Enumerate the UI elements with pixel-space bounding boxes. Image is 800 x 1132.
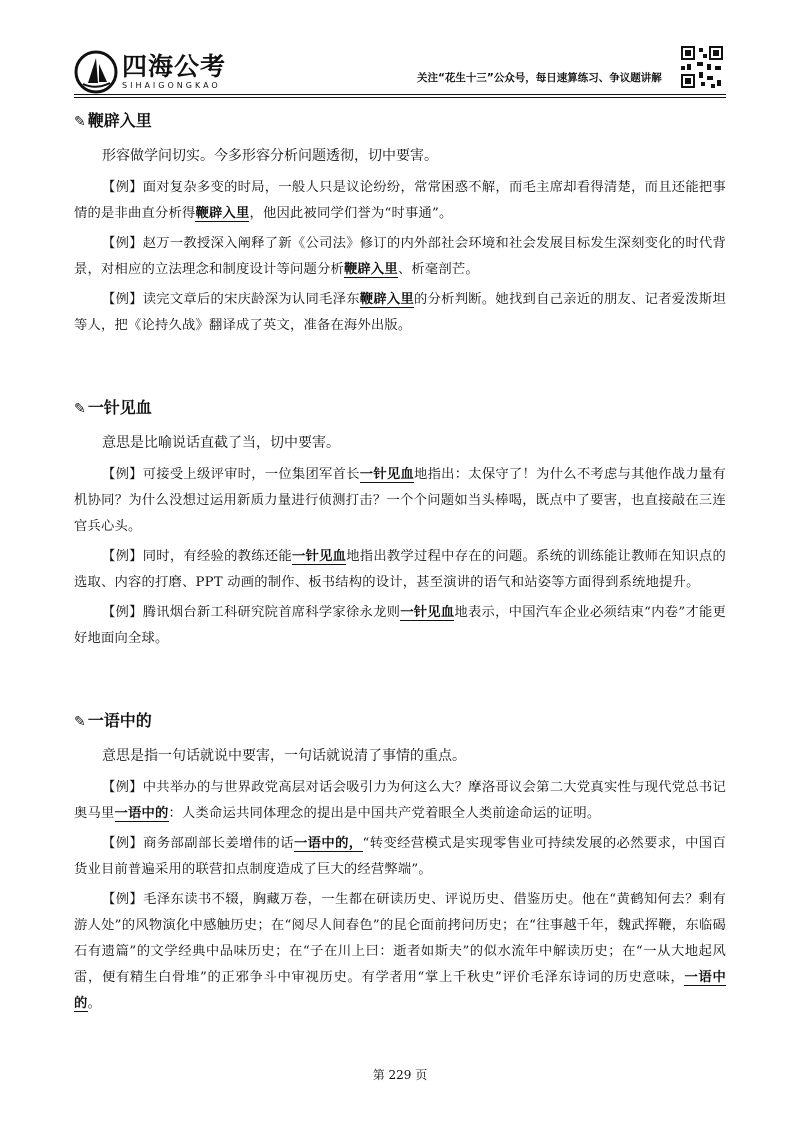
header-rule bbox=[74, 94, 726, 95]
highlighted-term: 一语中的， bbox=[293, 836, 363, 851]
sail-logo-icon bbox=[74, 50, 118, 94]
highlighted-term: 一语中的 bbox=[114, 806, 169, 821]
section-title: ✎ 一针见血 bbox=[74, 398, 152, 417]
highlighted-term: 一针见血 bbox=[359, 467, 415, 482]
example-paragraph: 【例】中共举办的与世界政党高层对话会吸引力为何这么大？摩洛哥议会第二大党真实性与现代党总书记奥马里一语中的：人类命运共同体理念的提出是中国共产党着眼全人类前途命运的证明。 bbox=[74, 780, 726, 821]
highlighted-term: 鞭辟入里 bbox=[195, 206, 250, 221]
example-paragraph: 【例】腾讯烟台新工科研究院首席科学家徐永龙则一针见血地表示，中国汽车企业必须结束“内卷”才能更好地面向全球。 bbox=[74, 605, 726, 646]
highlighted-term: 一针见血 bbox=[291, 549, 347, 564]
example-paragraph: 【例】面对复杂多变的时局，一般人只是议论纷纷，常常困惑不解，而毛主席却看得清楚，而且还能把事情的是非曲直分析得鞭辟入里，他因此被同学们誉为“时事通”。 bbox=[74, 180, 726, 221]
example-paragraph: 【例】同时，有经验的教练还能一针见血地指出教学过程中存在的问题。系统的训练能让教师在知识点的选取、内容的打磨、PPT 动画的制作、板书结构的设计，甚至演讲的语气和站姿等方面得到系统地提升。 bbox=[74, 549, 726, 590]
qr-code-icon[interactable] bbox=[679, 44, 725, 90]
logo-name: 四海公考 bbox=[122, 52, 227, 81]
example-paragraph: 【例】毛泽东读书不辍，胸藏万卷，一生都在研读历史、评说历史、借鉴历史。他在“黄鹤知何去？剩有游人处”的风物演化中感触历史；在“阅尽人间春色”的昆仑面前拷问历史；在“往事越千年，魏武挥鞭，东临碣石有遗篇”的文学经典中品味历史；在“子在川上曰：逝者如斯夫”的似水流年中解读历史；在“一从大地起风雷，便有精生白骨堆”的正邪争斗中审视历史。有学者用“掌上千秋史”评价毛泽东诗词的历史意味，一语中的。 bbox=[74, 892, 726, 1011]
example-paragraph: 【例】读完文章后的宋庆龄深为认同毛泽东鞭辟入里的分析判断。她找到自己亲近的朋友、记者爱泼斯坦等人，把《论持久战》翻译成了英文，准备在海外出版。 bbox=[74, 292, 726, 333]
pen-icon: ✎ bbox=[74, 114, 86, 130]
logo-subtitle: SIHAIGONGKAO bbox=[122, 81, 221, 90]
page-content bbox=[74, 110, 726, 1021]
section-definition: 意思是指一句话就说中要害，一句话就说清了事情的重点。 bbox=[102, 748, 466, 764]
example-paragraph: 【例】可接受上级评审时，一位集团军首长一针见血地指出：太保守了！为什么不考虑与其他作战力量有机协同？为什么没想过运用新质力量进行侦测打击？一个个问题如当头棒喝，既点中了要害，也直接敲在三连官兵心头。 bbox=[74, 467, 726, 534]
header-slogan: 关注“花生十三”公众号，每日速算练习、争议题讲解 bbox=[417, 72, 662, 84]
page-header bbox=[0, 0, 800, 100]
header-rule-thin bbox=[74, 97, 726, 98]
section-definition: 形容做学问切实。今多形容分析问题透彻，切中要害。 bbox=[102, 148, 438, 164]
highlighted-term: 一语中的 bbox=[74, 970, 726, 1011]
section-bianpirulli bbox=[74, 110, 726, 339]
section-yiyuzhongdi bbox=[74, 710, 726, 1017]
highlighted-term: 一针见血 bbox=[400, 605, 455, 620]
brand-logo bbox=[74, 50, 226, 94]
pen-icon: ✎ bbox=[74, 714, 86, 730]
highlighted-term: 鞭辟入里 bbox=[359, 292, 415, 307]
pen-icon: ✎ bbox=[74, 401, 86, 417]
section-yizhenjianxue bbox=[74, 397, 726, 652]
example-paragraph: 【例】赵万一教授深入阐释了新《公司法》修订的内外部社会环境和社会发展目标发生深刻变化的时代背景，对相应的立法理念和制度设计等问题分析鞭辟入里、析毫剖芒。 bbox=[74, 236, 726, 277]
section-title: ✎ 鞭辟入里 bbox=[74, 111, 152, 130]
page-number: 第 229 页 bbox=[372, 1068, 428, 1082]
section-definition: 意思是比喻说话直截了当，切中要害。 bbox=[102, 435, 340, 451]
example-paragraph: 【例】商务部副部长姜增伟的话一语中的，“转变经营模式是实现零售业可持续发展的必然要求，中国百货业目前普遍采用的联营扣点制度造成了巨大的经营弊端”。 bbox=[74, 836, 727, 877]
section-title: ✎ 一语中的 bbox=[74, 711, 152, 730]
highlighted-term: 鞭辟入里 bbox=[343, 262, 398, 277]
